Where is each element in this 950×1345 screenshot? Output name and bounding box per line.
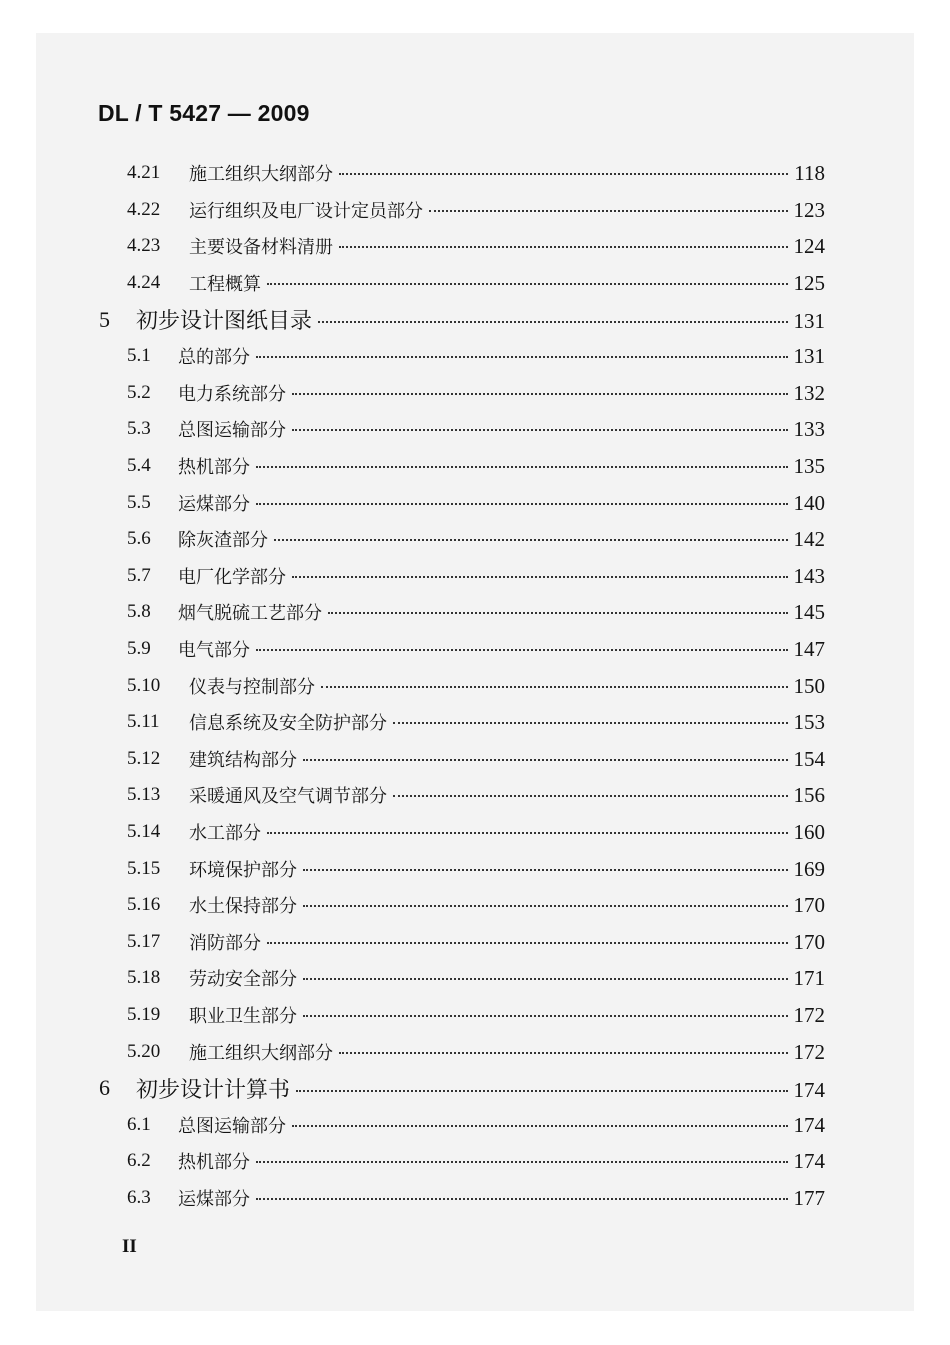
toc-entry-line [189,1002,825,1028]
toc-entry-line [178,563,825,589]
toc-entry-number: 5.8 [127,601,151,623]
toc-entry[interactable] [0,667,950,704]
toc-entry-number: 5.11 [127,711,160,733]
toc-entry[interactable] [0,1143,950,1180]
dot-leader [303,869,788,871]
toc-entry-page: 171 [793,966,825,991]
dot-leader [292,576,788,578]
toc-entry-page: 177 [793,1185,825,1210]
toc-entry-line [189,233,825,259]
dot-leader [393,722,788,724]
toc-entry-line [178,599,825,625]
toc-entry-line [178,453,825,479]
toc-entry[interactable] [0,814,950,851]
dot-leader [339,246,788,248]
toc-entry[interactable] [0,411,950,448]
toc-entry-line [189,782,825,808]
dot-leader [292,1125,788,1127]
toc-entry[interactable] [0,741,950,778]
toc-entry-number: 5.10 [127,674,161,696]
toc-entry-line [178,1148,825,1174]
toc-entry-page: 174 [793,1077,825,1102]
toc-entry-number: 5.20 [127,1040,161,1062]
toc-entry[interactable] [0,923,950,960]
toc-entry-page: 160 [793,819,825,844]
dot-leader [339,173,788,175]
toc-entry-line [189,819,825,845]
dot-leader [303,978,788,980]
toc-entry-title: 总图运输部分 [178,420,286,442]
toc-entry[interactable] [0,631,950,668]
dot-leader [274,539,788,541]
toc-entry[interactable] [0,1180,950,1217]
dot-leader [393,795,788,797]
toc-entry-page: 142 [793,527,825,552]
dot-leader [339,1052,788,1054]
toc-entry-title: 运煤部分 [178,1188,250,1210]
toc-entry-number: 5.6 [127,528,151,550]
toc-entry-page: 150 [793,673,825,698]
toc-chapter-entry[interactable] [0,301,950,338]
toc-entry-title: 信息系统及安全防护部分 [189,713,387,735]
toc-entry-number: 5.18 [127,967,161,989]
toc-entry-number: 6 [99,1075,110,1101]
toc-entry-page: 170 [793,893,825,918]
toc-entry-number: 6.1 [127,1113,151,1135]
toc-entry[interactable] [0,521,950,558]
dot-leader [292,393,788,395]
toc-entry-page: 143 [793,563,825,588]
toc-entry[interactable] [0,192,950,229]
toc-entry-title: 劳动安全部分 [189,969,297,991]
toc-entry-number: 6.2 [127,1150,151,1172]
toc-entry-page: 123 [793,197,825,222]
toc-entry-page: 172 [793,1002,825,1027]
toc-entry-title: 烟气脱硫工艺部分 [178,603,322,625]
toc-entry-title: 建筑结构部分 [189,749,297,771]
toc-entry-title: 消防部分 [189,932,261,954]
toc-entry-title: 采暖通风及空气调节部分 [189,786,387,808]
toc-entry-title: 总图运输部分 [178,1115,286,1137]
dot-leader [256,1161,788,1163]
toc-entry-number: 4.21 [127,162,161,184]
toc-entry-line [189,709,825,735]
toc-entry-line [178,490,825,516]
toc-entry[interactable] [0,484,950,521]
toc-entry-page: 140 [793,490,825,515]
toc-entry-number: 5.4 [127,455,151,477]
toc-entry-line [189,965,825,991]
toc-entry-number: 5.14 [127,820,161,842]
dot-leader [318,321,787,323]
dot-leader [296,1090,787,1092]
toc-entry-line [189,746,825,772]
toc-entry-line [136,304,825,335]
toc-entry-page: 154 [793,746,825,771]
toc-entry-title: 仪表与控制部分 [189,676,315,698]
dot-leader [256,356,788,358]
toc-entry-line [178,380,825,406]
toc-entry[interactable] [0,887,950,924]
toc-entry[interactable] [0,265,950,302]
toc-entry-title: 职业卫生部分 [189,1005,297,1027]
toc-entry-line [189,673,825,699]
toc-entry[interactable] [0,338,950,375]
toc-entry-number: 5.2 [127,381,151,403]
toc-entry[interactable] [0,850,950,887]
dot-leader [267,942,788,944]
toc-entry[interactable] [0,448,950,485]
toc-entry-line [178,416,825,442]
toc-entry-number: 5.13 [127,784,161,806]
toc-entry[interactable] [0,1106,950,1143]
toc-entry-title: 电气部分 [178,640,250,662]
toc-entry[interactable] [0,228,950,265]
toc-entry-line [178,1112,825,1138]
toc-entry-page: 153 [793,710,825,735]
toc-entry-title: 热机部分 [178,1152,250,1174]
toc-entry-line [189,856,825,882]
toc-entry-title: 主要设备材料清册 [189,237,333,259]
toc-entry-title: 施工组织大纲部分 [189,164,333,186]
toc-entry-number: 6.3 [127,1186,151,1208]
toc-entry-title: 施工组织大纲部分 [189,1042,333,1064]
toc-entry[interactable] [0,558,950,595]
toc-entry-page: 145 [793,600,825,625]
dot-leader [267,832,788,834]
toc-entry[interactable] [0,777,950,814]
toc-entry-line [178,526,825,552]
toc-entry-page: 133 [793,417,825,442]
toc-entry-line [189,892,825,918]
toc-entry-title: 热机部分 [178,457,250,479]
toc-entry-number: 5 [99,306,110,332]
toc-entry-title: 运煤部分 [178,493,250,515]
toc-entry-page: 156 [793,783,825,808]
toc-entry[interactable] [0,960,950,997]
toc-entry-title: 初步设计图纸目录 [136,309,313,335]
toc-entry-line [136,1073,825,1104]
toc-entry-title: 电厂化学部分 [178,566,286,588]
dot-leader [267,283,788,285]
toc-entry-title: 初步设计计算书 [136,1077,291,1103]
toc-entry-number: 5.19 [127,1003,161,1025]
toc-entry[interactable] [0,997,950,1034]
toc-entry-line [178,343,825,369]
table-of-contents [0,155,950,1216]
dot-leader [321,686,788,688]
toc-entry-number: 5.9 [127,638,151,660]
toc-entry-page: 147 [793,637,825,662]
toc-entry-number: 5.17 [127,930,161,952]
toc-entry-title: 工程概算 [189,274,261,296]
standard-code-header: DL / T 5427 — 2009 [98,100,310,126]
dot-leader [256,1198,788,1200]
toc-entry-line [178,636,825,662]
toc-entry-page: 170 [793,929,825,954]
toc-entry-number: 5.12 [127,747,161,769]
dot-leader [256,466,788,468]
toc-entry-page: 169 [793,856,825,881]
toc-entry-number: 5.15 [127,857,161,879]
toc-entry-number: 5.16 [127,894,161,916]
dot-leader [303,759,788,761]
toc-entry-title: 电力系统部分 [178,383,286,405]
dot-leader [303,1015,788,1017]
toc-entry-page: 118 [794,161,825,186]
dot-leader [256,503,788,505]
toc-entry-page: 135 [793,454,825,479]
toc-entry-number: 5.7 [127,564,151,586]
dot-leader [303,905,788,907]
toc-entry-title: 总的部分 [178,347,250,369]
toc-entry-title: 环境保护部分 [189,859,297,881]
page-number-footer: II [122,1236,137,1257]
toc-entry-page: 172 [793,1039,825,1064]
toc-chapter-entry[interactable] [0,1070,950,1107]
toc-entry-number: 5.1 [127,345,151,367]
toc-entry-line [189,270,825,296]
toc-entry-number: 4.23 [127,235,161,257]
toc-entry-page: 131 [793,309,825,334]
toc-entry[interactable] [0,704,950,741]
toc-entry-line [189,1039,825,1065]
toc-entry-number: 5.5 [127,491,151,513]
dot-leader [292,429,788,431]
toc-entry-line [178,1185,825,1211]
toc-entry-page: 132 [793,380,825,405]
dot-leader [328,612,788,614]
toc-entry-page: 125 [793,271,825,296]
toc-entry-number: 4.22 [127,198,161,220]
toc-entry-page: 174 [793,1149,825,1174]
toc-entry-line [189,929,825,955]
dot-leader [429,210,788,212]
toc-entry-page: 124 [793,234,825,259]
toc-entry[interactable] [0,594,950,631]
toc-entry-line [189,197,825,223]
toc-entry[interactable] [0,1033,950,1070]
toc-entry-page: 131 [793,344,825,369]
toc-entry[interactable] [0,155,950,192]
toc-entry-number: 4.24 [127,272,161,294]
toc-entry-line [189,160,825,186]
toc-entry-title: 水工部分 [189,822,261,844]
toc-entry-title: 运行组织及电厂设计定员部分 [189,200,423,222]
toc-entry[interactable] [0,375,950,412]
toc-entry-title: 水土保持部分 [189,896,297,918]
toc-entry-title: 除灰渣部分 [178,530,268,552]
toc-entry-number: 5.3 [127,418,151,440]
dot-leader [256,649,788,651]
toc-entry-page: 174 [793,1112,825,1137]
